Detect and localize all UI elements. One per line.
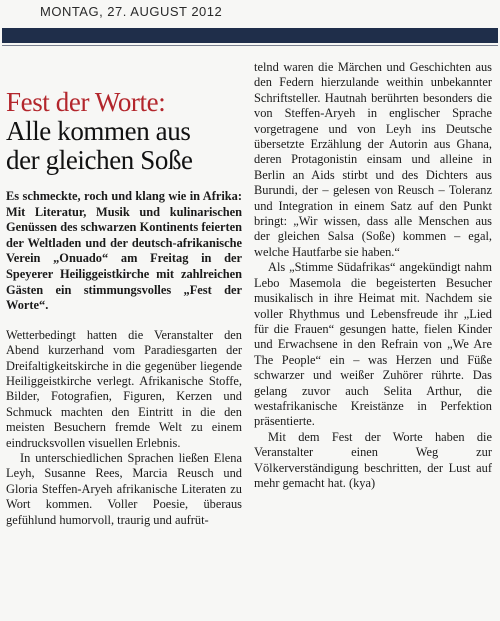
body-paragraph: Mit dem Fest der Worte haben die Veranstalter einen Weg zur Völkerverständigung beschritten, der Lust auf mehr gemacht hat. (kya)	[254, 429, 492, 490]
body-paragraph: In unterschiedlichen Sprachen ließen Elena Leyh, Susanne Rees, Marcia Reusch und Gloria Steffen-Aryeh afrikanische Literaten zu Wort kommen. Voller Poesie, überaus gefühlund humorvoll, traurig und aufrüt-	[6, 451, 242, 527]
body-paragraph: telnd waren die Märchen und Geschichten aus den Federn hierzulande weithin unbekannter Schriftsteller. Hautnah berührten besonders die von Steffen-Aryeh in englischer Sprache vorgetragene und von Leyh ins Deutsche übersetzte Erzählung der Autorin aus Ghana, deren Protagonistin einsam und alleine in Berlin an Aids stirbt und des Dichters aus Burundi, der – gelesen von Reusch – Toleranz und Integration in einem Satz auf den Punkt bringt: „Wir wissen, dass alle Menschen aus der gleichen Salsa (Soße) kommen – egal, welche Hautfarbe sie haben.“	[254, 60, 492, 259]
headline-main-line-1: Alle kommen aus	[6, 116, 191, 146]
body-paragraph: Wetterbedingt hatten die Veranstalter den Abend kurzerhand vom Paradiesgarten der Dreifaltigkeitskirche in die gegenüber liegende Heiliggeistkirche verlegt. Afrikanische Stoffe, Bilder, Fotografien, Figuren, Kerzen und Schmuck machten den Eintritt in die den meisten Besuchern fremde Welt zu einem eindrucksvollen visuellen Erlebnis.	[6, 327, 242, 450]
left-body-text	[6, 328, 242, 528]
left-column	[6, 88, 242, 528]
dateline: MONTAG, 27. AUGUST 2012	[40, 4, 223, 19]
body-paragraph: Als „Stimme Südafrikas“ angekündigt nahm Lebo Masemola die begeisterten Besucher musikalisch in ihre Heimat mit. Nachdem sie voller Rhythmus und Lebensfreude ihr „Lied für die Frauen“ gesungen hatte, fielen Kinder und Erwachsene in den Refrain von „We Are The People“ ein – was Herzen und Füße schwarzer und weißer Zuhörer rührte. Das gelang zuvor auch Selita Arthur, die westafrikanische Kreistänze in Perfektion präsentierte.	[254, 260, 492, 429]
article-headline	[6, 88, 242, 175]
article-lead: Es schmeckte, roch und klang wie in Afrika: Mit Literatur, Musik und kulinarischen Genüssen des schwarzen Kontinents feierten der Weltladen und der deutsch-afrikanische Verein „Onuado“ am Freitag in der Speyerer Heiliggeistkirche mit zahlreichen Gästen ein stimmungsvolles „Fest der Worte“.	[6, 189, 242, 313]
right-column	[254, 60, 492, 491]
right-body-text	[254, 60, 492, 491]
header-rule-line	[2, 45, 498, 46]
headline-main-line-2: der gleichen Soße	[6, 145, 193, 175]
headline-kicker: Fest der Worte:	[6, 87, 166, 117]
header-rule-bar	[2, 28, 498, 43]
